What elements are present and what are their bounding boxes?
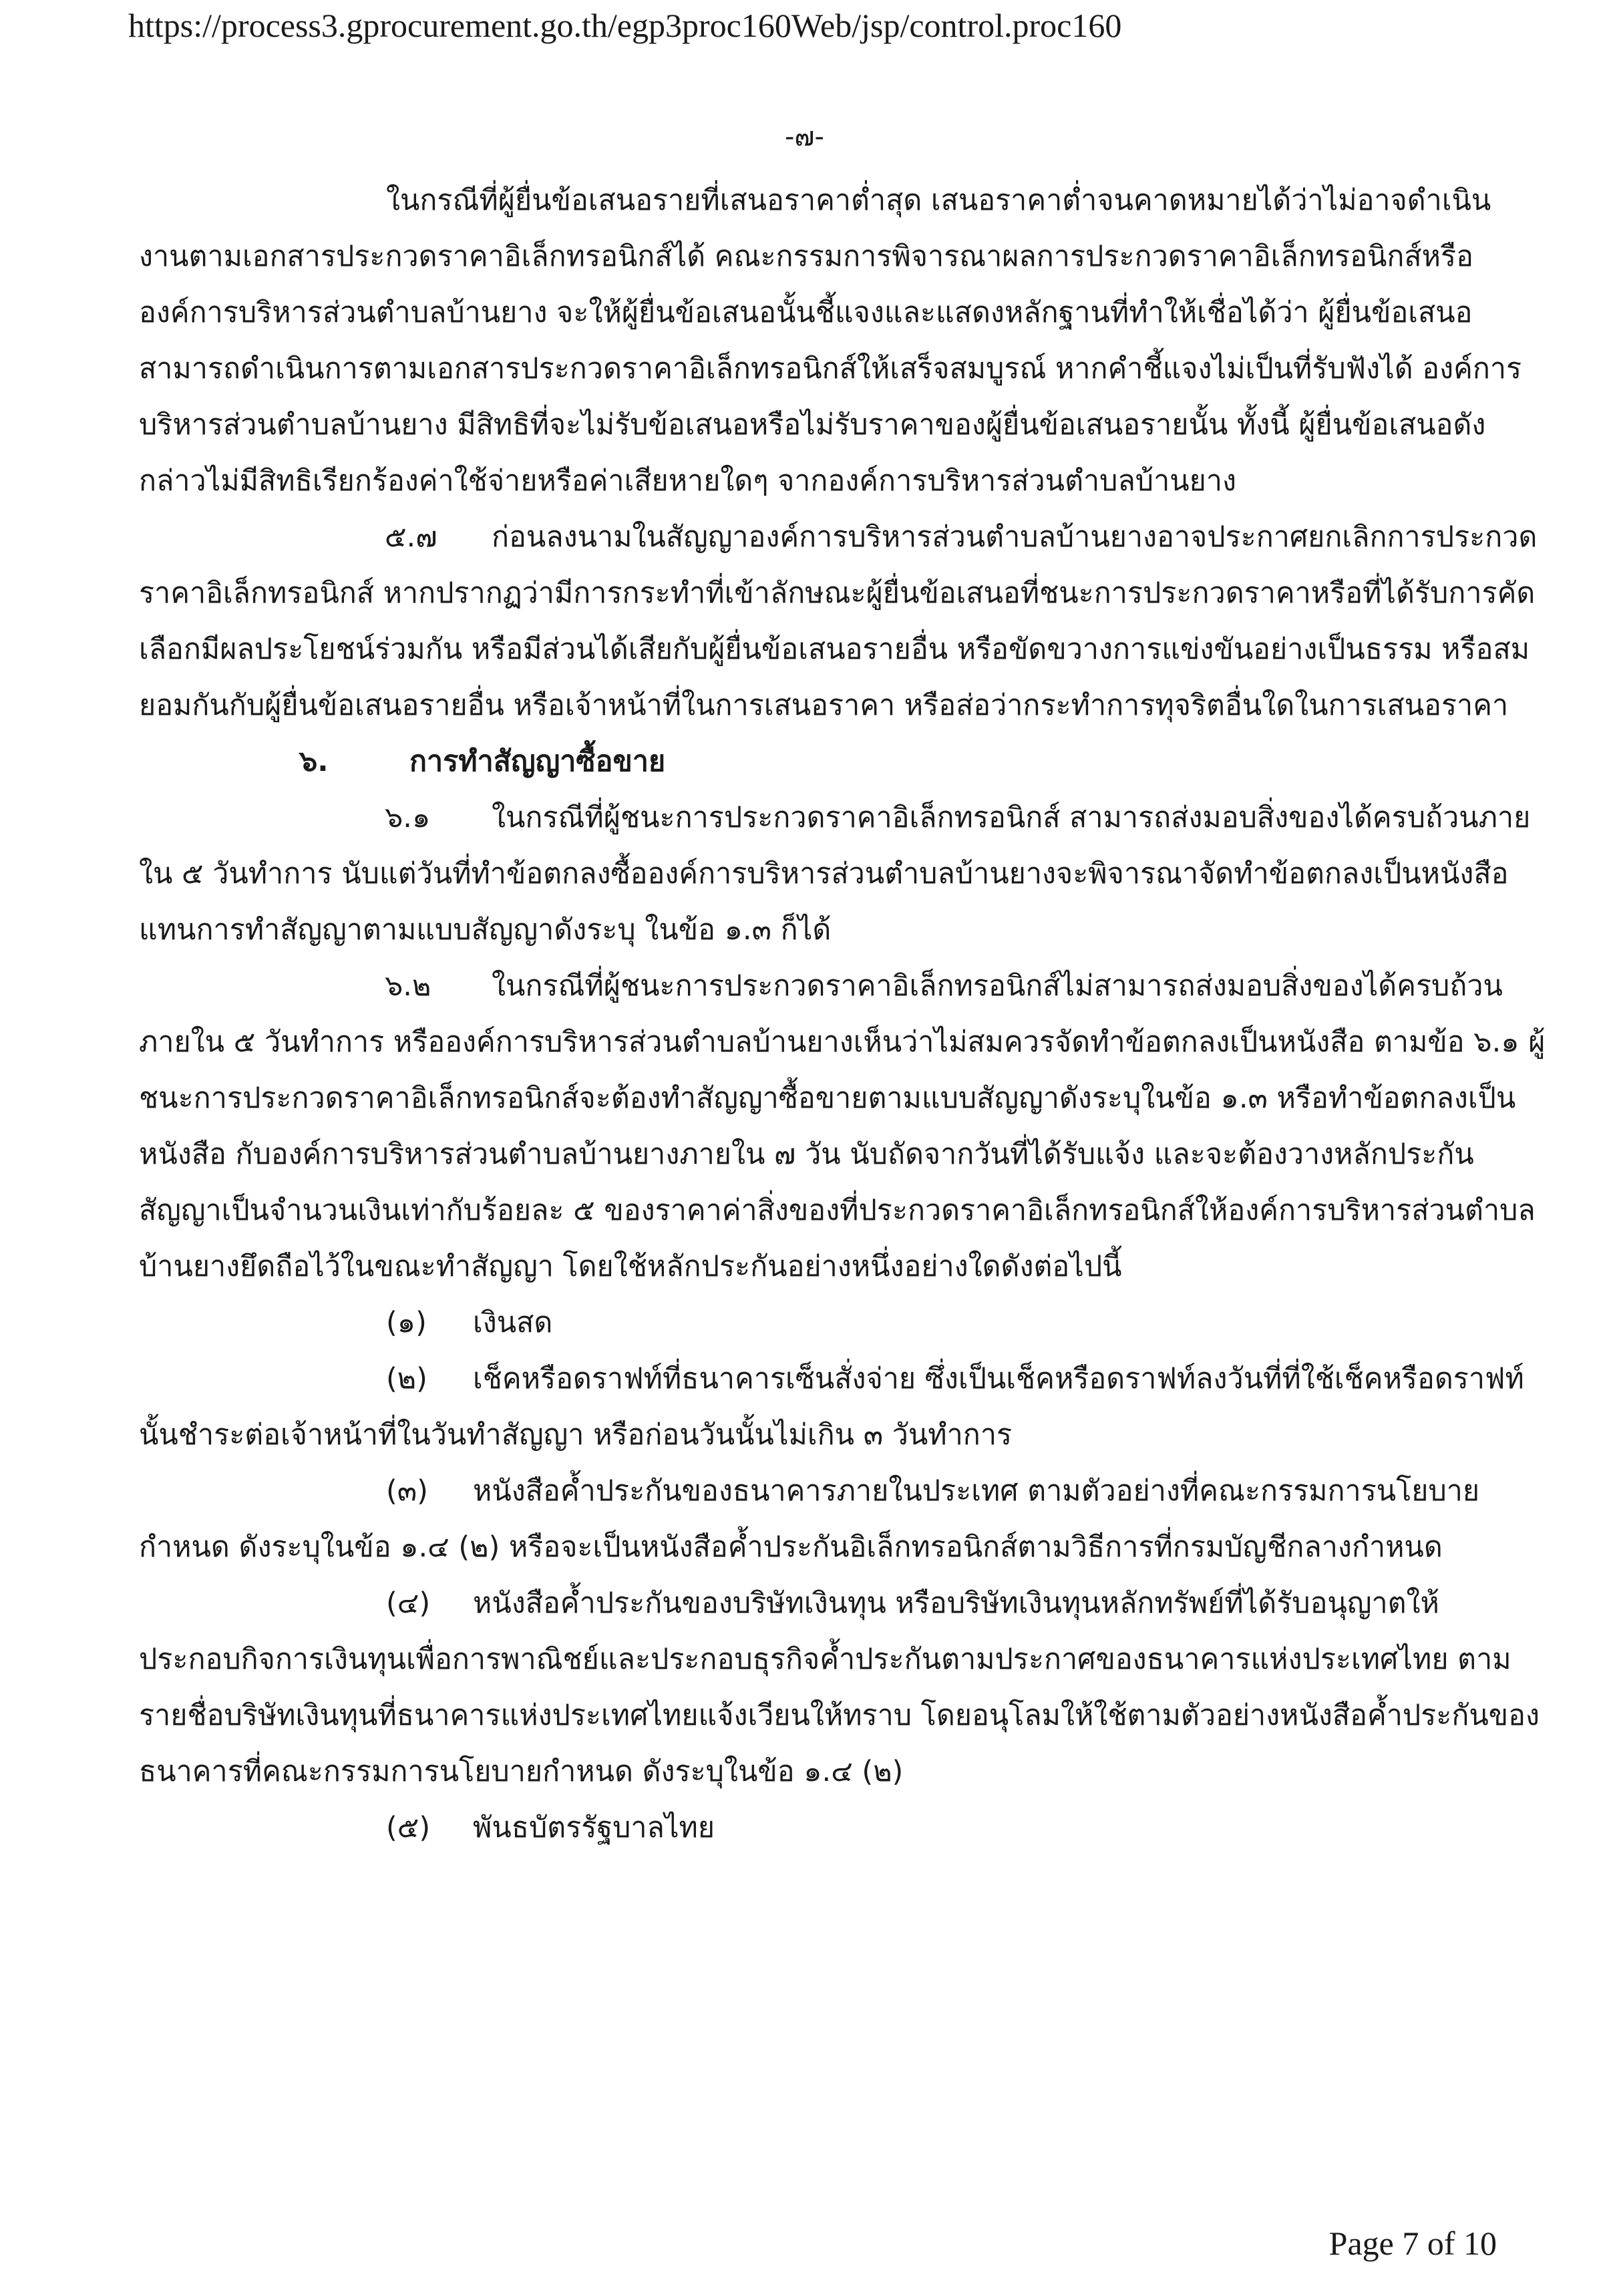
clause-6-2-line <box>139 958 1503 1014</box>
text-line <box>139 1631 1511 1687</box>
clause-number: ๖.๑ <box>385 801 431 834</box>
line-text: กำหนด ดังระบุในข้อ ๑.๔ (๒) หรือจะเป็นหนังสือค้ำประกันอิเล็กทรอนิกส์ตามวิธีการที่กรมบัญชีกลางกำหนด <box>139 1530 1443 1564</box>
line-text: พันธบัตรรัฐบาลไทย <box>473 1811 715 1844</box>
page-marker: -๗- <box>785 122 824 152</box>
item-4-line <box>139 1575 1481 1631</box>
line-text: บริหารส่วนตำบลบ้านยาง มีสิทธิที่จะไม่รับข้อเสนอหรือไม่รับราคาของผู้ยื่นข้อเสนอรายนั้น ทั้งนี้ ผู้ยื่นข้อเสนอดัง <box>139 408 1486 442</box>
text-line <box>139 1182 1536 1239</box>
line-text: ภายใน ๕ วันทำการ หรือองค์การบริหารส่วนตำบลบ้านยางเห็นว่าไม่สมควรจัดทำข้อตกลงเป็นหนังสือ ตามข้อ ๖.๑ ผู้ <box>139 1025 1546 1059</box>
line-text: ชนะการประกวดราคาอิเล็กทรอนิกส์จะต้องทำสัญญาซื้อขายตามแบบสัญญาดังระบุในข้อ ๑.๓ หรือทำข้อตกลงเป็น <box>139 1082 1516 1115</box>
line-text: สัญญาเป็นจำนวนเงินเท่ากับร้อยละ ๕ ของราคาค่าสิ่งของที่ประกวดราคาอิเล็กทรอนิกส์ให้องค์การบริหารส่วนตำบล <box>139 1194 1536 1227</box>
line-text: หนังสือค้ำประกันของบริษัทเงินทุน หรือบริษัทเงินทุนหลักทรัพย์ที่ได้รับอนุญาตให้ <box>473 1587 1439 1620</box>
text-line <box>139 285 1481 341</box>
document-body <box>139 172 1546 1856</box>
section-title: การทำสัญญาซื้อขาย <box>409 745 666 778</box>
text-line <box>139 228 1481 285</box>
line-text: กล่าวไม่มีสิทธิเรียกร้องค่าใช้จ่ายหรือค่าเสียหายใดๆ จากองค์การบริหารส่วนตำบลบ้านยาง <box>139 464 1236 498</box>
item-number: (๓) <box>386 1474 428 1508</box>
line-text: หนังสือ กับองค์การบริหารส่วนตำบลบ้านยางภายใน ๗ วัน นับถัดจากวันที่ได้รับแจ้ง และจะต้องวางหลักประกัน <box>139 1138 1474 1171</box>
line-text: ในกรณีที่ผู้ยื่นข้อเสนอรายที่เสนอราคาต่ำสุด เสนอราคาต่ำจนคาดหมายได้ว่าไม่อาจดำเนิน <box>386 184 1491 217</box>
text-line <box>139 846 1509 902</box>
line-text: ยอมกันกับผู้ยื่นข้อเสนอรายอื่น หรือเจ้าหน้าที่ในการเสนอราคา หรือส่อว่ากระทำการทุจริตอื่นใดในการเสนอราคา <box>139 689 1509 722</box>
text-line <box>139 902 1481 958</box>
text-line <box>139 1687 1540 1744</box>
text-line <box>139 1126 1481 1182</box>
text-line <box>139 1070 1516 1126</box>
text-line <box>139 621 1530 677</box>
item-number: (๔) <box>386 1587 431 1620</box>
item-5-line <box>139 1800 1481 1856</box>
clause-number: ๖.๒ <box>385 969 431 1003</box>
text-line <box>139 1519 1481 1575</box>
line-text: นั้นชำระต่อเจ้าหน้าที่ในวันทำสัญญา หรือก่อนวันนั้นไม่เกิน ๓ วันทำการ <box>139 1418 1013 1452</box>
text-line <box>139 1407 1481 1463</box>
clause-number: ๕.๗ <box>385 520 437 554</box>
item-number: (๕) <box>386 1811 431 1844</box>
line-text: สามารถดำเนินการตามเอกสารประกวดราคาอิเล็กทรอนิกส์ให้เสร็จสมบูรณ์ หากคำชี้แจงไม่เป็นที่รับฟังได้ องค์การ <box>139 352 1522 385</box>
clause-6-1-line <box>139 790 1531 846</box>
text-line <box>139 397 1486 453</box>
line-text: เลือกมีผลประโยชน์ร่วมกัน หรือมีส่วนได้เสียกับผู้ยื่นข้อเสนอรายอื่น หรือขัดขวางการแข่งขันอย่างเป็นธรรม หรือสม <box>139 633 1530 666</box>
page-footer: Page 7 of 10 <box>1328 2225 1497 2262</box>
text-line <box>139 1239 1481 1295</box>
line-text: ในกรณีที่ผู้ชนะการประกวดราคาอิเล็กทรอนิกส์ไม่สามารถส่งมอบสิ่งของได้ครบถ้วน <box>492 969 1503 1003</box>
item-number: (๒) <box>386 1362 427 1396</box>
text-line <box>139 1744 1481 1800</box>
line-text: องค์การบริหารส่วนตำบลบ้านยาง จะให้ผู้ยื่นข้อเสนอนั้นชี้แจงและแสดงหลักฐานที่ทำให้เชื่อได้ว่า ผู้ยื่นข้อเสนอ <box>139 296 1473 329</box>
line-text: แทนการทำสัญญาตามแบบสัญญาดังระบุ ในข้อ ๑.๓ ก็ได้ <box>139 913 832 947</box>
line-text: ธนาคารที่คณะกรรมการนโยบายกำหนด ดังระบุในข้อ ๑.๔ (๒) <box>139 1755 904 1788</box>
line-text: บ้านยางยึดถือไว้ในขณะทำสัญญา โดยใช้หลักประกันอย่างหนึ่งอย่างใดดังต่อไปนี้ <box>139 1250 1122 1283</box>
text-line <box>139 341 1522 397</box>
clause-5-7-line <box>139 509 1538 565</box>
text-line <box>139 677 1509 733</box>
line-text: ราคาอิเล็กทรอนิกส์ หากปรากฏว่ามีการกระทำที่เข้าลักษณะผู้ยื่นข้อเสนอที่ชนะการประกวดราคาหรือที่ได้รับการคัด <box>139 577 1536 610</box>
item-2-line <box>139 1351 1524 1407</box>
line-text: หนังสือค้ำประกันของธนาคารภายในประเทศ ตามตัวอย่างที่คณะกรรมการนโยบาย <box>473 1474 1480 1508</box>
line-text: ก่อนลงนามในสัญญาองค์การบริหารส่วนตำบลบ้านยางอาจประกาศยกเลิกการประกวด <box>492 520 1538 554</box>
line-text: ในกรณีที่ผู้ชนะการประกวดราคาอิเล็กทรอนิกส์ สามารถส่งมอบสิ่งของได้ครบถ้วนภาย <box>492 801 1531 834</box>
line-text: เช็คหรือดราฟท์ที่ธนาคารเซ็นสั่งจ่าย ซึ่งเป็นเช็คหรือดราฟท์ลงวันที่ที่ใช้เช็คหรือดราฟท์ <box>473 1362 1524 1396</box>
text-line <box>139 453 1481 509</box>
item-number: (๑) <box>386 1306 427 1339</box>
line-text: รายชื่อบริษัทเงินทุนที่ธนาคารแห่งประเทศไทยแจ้งเวียนให้ทราบ โดยอนุโลมให้ใช้ตามตัวอย่างหนังสือค้ำประกันของ <box>139 1699 1540 1732</box>
source-url: https://process3.gprocurement.go.th/egp3proc160Web/jsp/control.proc160 <box>128 7 1122 44</box>
line-text: ใน ๕ วันทำการ นับแต่วันที่ทำข้อตกลงซื้อองค์การบริหารส่วนตำบลบ้านยางจะพิจารณาจัดทำข้อตกลงเป็นหนังสือ <box>139 857 1509 890</box>
section-6-heading <box>139 733 1481 790</box>
text-line <box>139 172 1491 228</box>
line-text: ประกอบกิจการเงินทุนเพื่อการพาณิชย์และประกอบธุรกิจค้ำประกันตามประกาศของธนาคารแห่งประเทศไทย ตาม <box>139 1643 1511 1676</box>
text-line <box>139 565 1536 621</box>
item-1-line <box>139 1295 1481 1351</box>
text-line <box>139 1014 1546 1070</box>
line-text: งานตามเอกสารประกวดราคาอิเล็กทรอนิกส์ได้ คณะกรรมการพิจารณาผลการประกวดราคาอิเล็กทรอนิกส์หรือ <box>139 240 1473 273</box>
line-text: เงินสด <box>473 1306 553 1339</box>
item-3-line <box>139 1463 1481 1519</box>
section-number: ๖. <box>299 745 329 778</box>
